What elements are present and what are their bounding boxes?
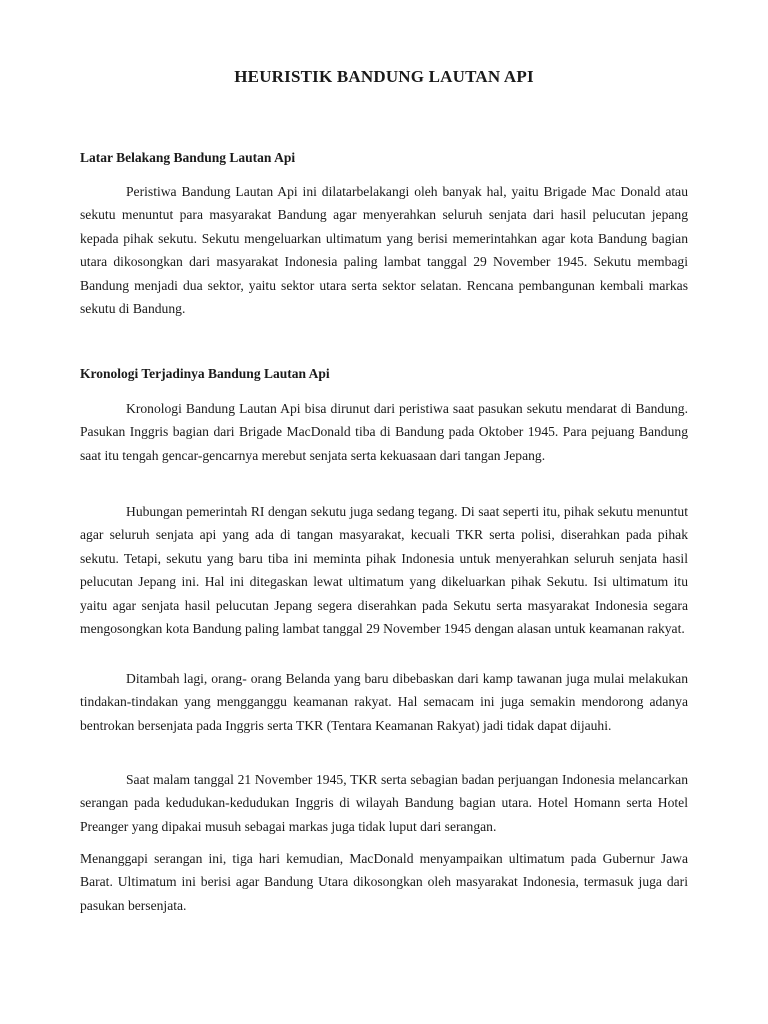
paragraph-kronologi-2: Hubungan pemerintah RI dengan sekutu juga sedang tegang. Di saat seperti itu, pihak sekutu menuntut agar seluruh senjata api yang ada di tangan masyarakat, kecuali TKR serta polisi, diserahkan pada pihak sekutu. Tetapi, sekutu yang baru tiba ini meminta pihak Indonesia untuk menyerahkan seluruh senjata hasil pelucutan Jepang ini. Hal ini ditegaskan lewat ultimatum yang dikeluarkan pihak Sekutu. Isi ultimatum itu yaitu agar senjata hasil pelucutan Jepang segera diserahkan pada Sekutu serta masyarakat Indonesia segara mengosongkan kota Bandung paling lambat tanggal 29 November 1945 dengan alasan untuk keamanan rakyat.	[80, 504, 688, 637]
paragraph-latar-belakang: Peristiwa Bandung Lautan Api ini dilatarbelakangi oleh banyak hal, yaitu Brigade Mac Donald atau sekutu menuntut para masyarakat Bandung agar menyerahkan seluruh senjata dari hasil pelucutan jepang kepada pihak sekutu. Sekutu mengeluarkan ultimatum yang berisi memerintahkan agar kota Bandung bagian utara dikosongkan dari masyarakat Indonesia paling lambat tanggal 29 November 1945. Sekutu membagi Bandung menjadi dua sektor, yaitu sektor utara serta sektor selatan. Rencana pembangunan kembali markas sekutu di Bandung.	[80, 184, 688, 317]
paragraph-kronologi-4: Saat malam tanggal 21 November 1945, TKR serta sebagian badan perjuangan Indonesia melancarkan serangan pada kedudukan-kedudukan Inggris di wilayah Bandung bagian utara. Hotel Homann serta Hotel Preanger yang dipakai musuh sebagai markas juga tidak luput dari serangan.	[80, 772, 688, 834]
paragraph-kronologi-1: Kronologi Bandung Lautan Api bisa dirunut dari peristiwa saat pasukan sekutu mendarat di Bandung. Pasukan Inggris bagian dari Brigade MacDonald tiba di Bandung pada Oktober 1945. Para pejuang Bandung saat itu tengah gencar-gencarnya merebut senjata serta kekuasaan dari tangan Jepang.	[80, 401, 688, 463]
section-heading-latar-belakang: Latar Belakang Bandung Lautan Api	[80, 150, 296, 165]
paragraph-kronologi-3: Ditambah lagi, orang- orang Belanda yang baru dibebaskan dari kamp tawanan juga mulai melakukan tindakan-tindakan yang mengganggu keamanan rakyat. Hal semacam ini juga semakin mendorong adanya bentrokan bersenjata pada Inggris serta TKR (Tentara Keamanan Rakyat) jadi tidak dapat dijauhi.	[80, 671, 688, 733]
section-heading-kronologi: Kronologi Terjadinya Bandung Lautan Api	[80, 366, 330, 381]
paragraph-kronologi-5: Menanggapi serangan ini, tiga hari kemudian, MacDonald menyampaikan ultimatum pada Gubernur Jawa Barat. Ultimatum ini berisi agar Bandung Utara dikosongkan oleh masyarakat Indonesia, termasuk juga dari pasukan bersenjata.	[80, 851, 688, 913]
document-title: HEURISTIK BANDUNG LAUTAN API	[234, 67, 534, 86]
